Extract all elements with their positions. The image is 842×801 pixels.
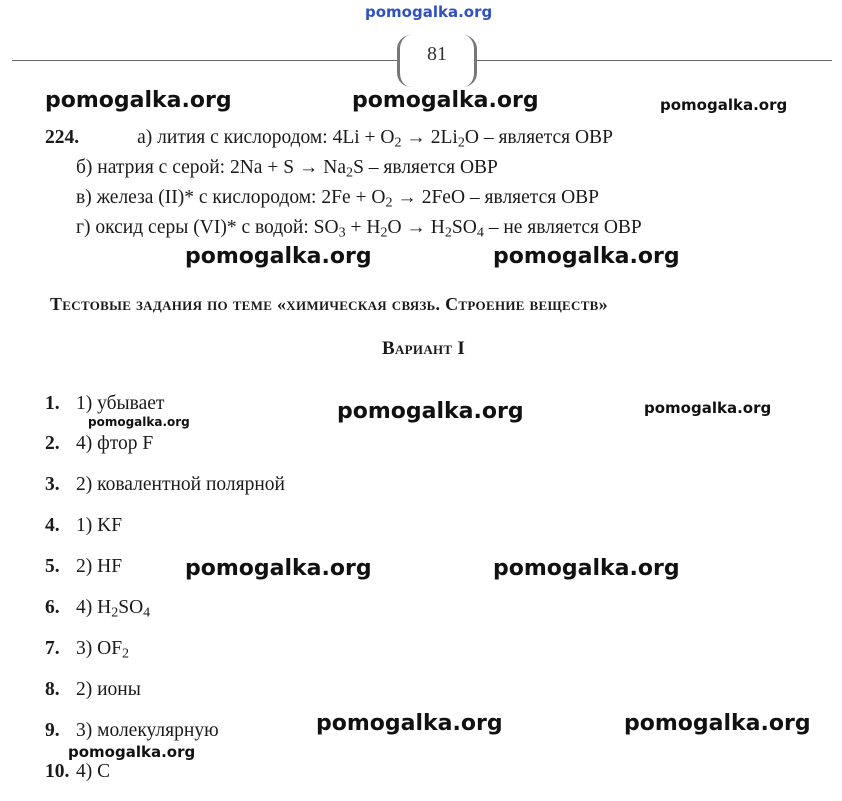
answer-item: 6. 4) $H_2SO_4$ xyxy=(45,597,151,621)
header-rule-left xyxy=(12,60,397,61)
answer-item: 1. 1) убывает xyxy=(45,393,165,414)
watermark: pomogalka.org xyxy=(660,96,788,114)
watermark: pomogalka.org xyxy=(68,743,196,761)
task-224-line-v: в) железа (II)* с кислородом: $2Fe + O_2 \to 2FeO$ – является ОВР xyxy=(76,187,600,211)
watermark: pomogalka.org xyxy=(624,711,811,736)
task-224-line-a: 224. а) лития с кислородом: $4Li + O_2 \to 2Li_2O$ – является ОВР xyxy=(45,127,613,151)
answer-item: 8. 2) ионы xyxy=(45,679,141,700)
task-224-line-g: г) оксид серы (VI)* с водой: $SO_3 + H_2O \to H_2SO_4$ – не является ОВР xyxy=(76,217,642,241)
answer-item: 4. 1) KF xyxy=(45,515,123,536)
task-number: 224. xyxy=(45,127,80,148)
watermark: pomogalka.org xyxy=(88,415,190,429)
page-number-box xyxy=(397,35,477,87)
watermark: pomogalka.org xyxy=(185,556,372,581)
site-header-watermark: pomogalka.org xyxy=(365,3,493,21)
watermark: pomogalka.org xyxy=(45,88,232,113)
answer-item: 9. 3) молекулярную xyxy=(45,720,219,741)
answer-item: 10. 4) C xyxy=(45,761,111,782)
page-number: 81 xyxy=(427,43,447,65)
watermark: pomogalka.org xyxy=(337,399,524,424)
header-rule-right xyxy=(477,60,832,61)
answer-item: 7. 3) $OF_2$ xyxy=(45,638,130,662)
watermark: pomogalka.org xyxy=(644,399,772,417)
variant-title: Вариант I xyxy=(382,338,466,359)
watermark: pomogalka.org xyxy=(185,244,372,269)
watermark: pomogalka.org xyxy=(493,556,680,581)
section-title: Тестовые задания по теме «химическая связь. Строение веществ» xyxy=(50,294,608,314)
watermark: pomogalka.org xyxy=(493,244,680,269)
watermark: pomogalka.org xyxy=(352,88,539,113)
task-224-line-b: б) натрия с серой: $2Na + S \to Na_2S$ – является ОВР xyxy=(76,157,498,181)
answer-item: 5. 2) HF xyxy=(45,556,123,577)
answer-item: 3. 2) ковалентной полярной xyxy=(45,474,285,495)
watermark: pomogalka.org xyxy=(316,711,503,736)
answer-item: 2. 4) фтор F xyxy=(45,433,154,454)
